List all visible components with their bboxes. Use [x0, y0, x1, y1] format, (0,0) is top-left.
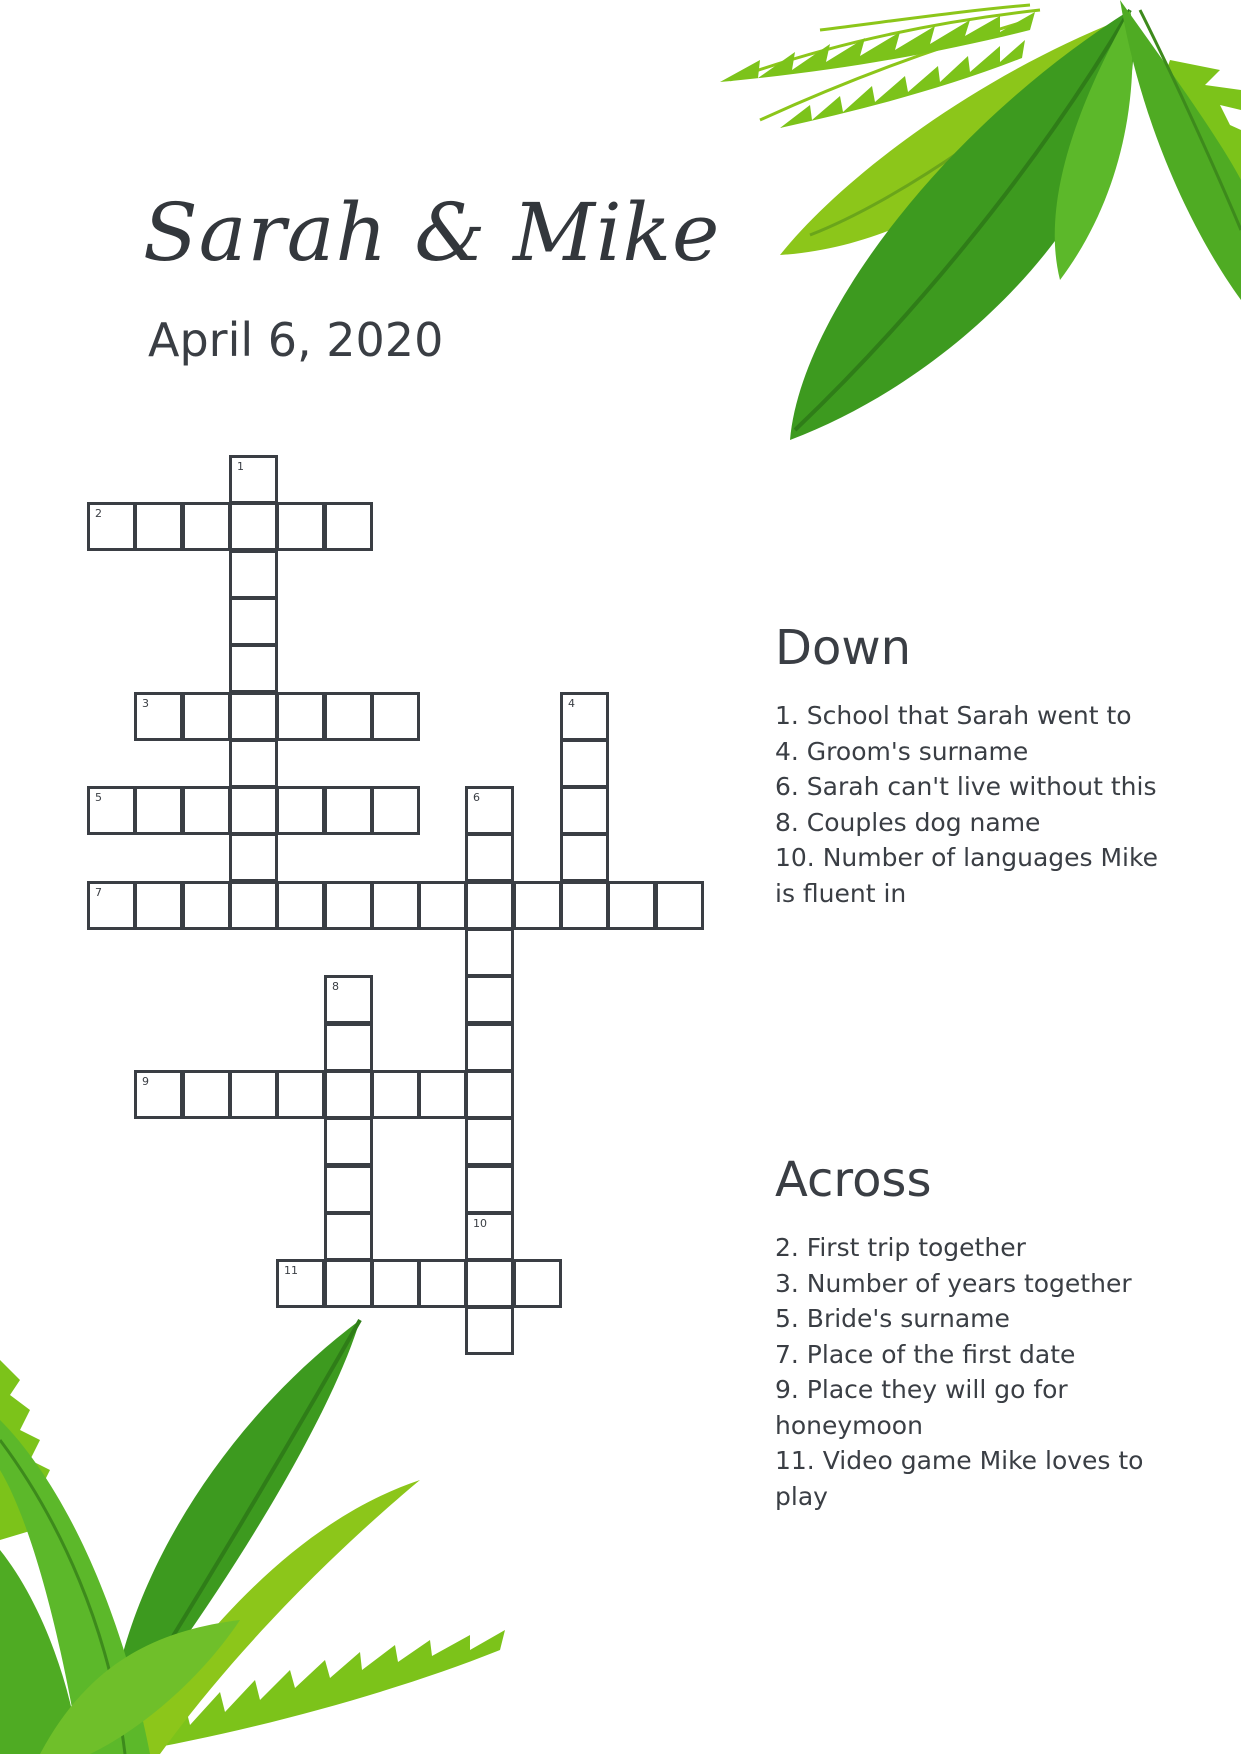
- event-date: April 6, 2020: [148, 313, 444, 367]
- crossword-cell[interactable]: [229, 833, 278, 882]
- clue-number: 5: [95, 791, 102, 804]
- crossword-cell[interactable]: [87, 786, 136, 835]
- clue-number: 7: [95, 886, 102, 899]
- crossword-cell[interactable]: [465, 1117, 514, 1166]
- across-heading: Across: [775, 1152, 932, 1208]
- clue-number: 10: [473, 1217, 487, 1230]
- crossword-cell[interactable]: [229, 502, 278, 551]
- clue-down-10: 10. Number of languages Mike is fluent in: [775, 843, 1158, 908]
- crossword-cell[interactable]: [324, 1212, 373, 1261]
- couple-names-title: Sarah & Mike: [143, 186, 721, 279]
- clue-across-3: 3. Number of years together: [775, 1268, 1132, 1298]
- crossword-cell[interactable]: [465, 1259, 514, 1308]
- clue-number: 3: [142, 697, 149, 710]
- crossword-cell[interactable]: [465, 881, 514, 930]
- crossword-cell[interactable]: [182, 881, 231, 930]
- crossword-cell[interactable]: [324, 1165, 373, 1214]
- crossword-cell[interactable]: [465, 833, 514, 882]
- crossword-cell[interactable]: [324, 1259, 373, 1308]
- across-clues-section: [775, 1152, 1175, 1514]
- crossword-cell[interactable]: [560, 692, 609, 741]
- clue-across-7: 7. Place of the first date: [775, 1339, 1076, 1369]
- across-clue-list: [775, 1230, 1175, 1514]
- crossword-cell[interactable]: [229, 692, 278, 741]
- crossword-cell[interactable]: [324, 692, 373, 741]
- crossword-cell[interactable]: [276, 1070, 325, 1119]
- down-heading: Down: [775, 620, 912, 676]
- crossword-cell[interactable]: [229, 786, 278, 835]
- crossword-cell[interactable]: [134, 1070, 183, 1119]
- crossword-cell[interactable]: [229, 455, 278, 504]
- crossword-cell[interactable]: [134, 692, 183, 741]
- crossword-cell[interactable]: [276, 1259, 325, 1308]
- crossword-cell[interactable]: [513, 1259, 562, 1308]
- clue-across-11: 11. Video game Mike loves to play: [775, 1446, 1144, 1511]
- crossword-cell[interactable]: [134, 502, 183, 551]
- crossword-cell[interactable]: [276, 881, 325, 930]
- crossword-cell[interactable]: [371, 786, 420, 835]
- clue-down-1: 1. School that Sarah went to: [775, 701, 1132, 730]
- clue-down-8: 8. Couples dog name: [775, 807, 1041, 837]
- clue-number: 8: [332, 980, 339, 993]
- crossword-cell[interactable]: [87, 502, 136, 551]
- crossword-cell[interactable]: [418, 1070, 467, 1119]
- crossword-cell[interactable]: [182, 692, 231, 741]
- crossword-cell[interactable]: [87, 881, 136, 930]
- crossword-cell[interactable]: [465, 928, 514, 977]
- down-clue-list: [775, 698, 1175, 911]
- crossword-cell[interactable]: [465, 786, 514, 835]
- crossword-cell[interactable]: [418, 881, 467, 930]
- crossword-cell[interactable]: [371, 692, 420, 741]
- crossword-cell[interactable]: [465, 1212, 514, 1261]
- crossword-cell[interactable]: [465, 1070, 514, 1119]
- crossword-cell[interactable]: [513, 881, 562, 930]
- crossword-cell[interactable]: [229, 597, 278, 646]
- crossword-cell[interactable]: [276, 692, 325, 741]
- crossword-cell[interactable]: [276, 502, 325, 551]
- crossword-cell[interactable]: [560, 833, 609, 882]
- crossword-cell[interactable]: [324, 1117, 373, 1166]
- crossword-cell[interactable]: [324, 975, 373, 1024]
- crossword-cell[interactable]: [324, 1023, 373, 1072]
- crossword-cell[interactable]: [276, 786, 325, 835]
- clue-across-2: 2. First trip together: [775, 1233, 1026, 1262]
- clue-number: 11: [284, 1264, 298, 1277]
- crossword-cell[interactable]: [418, 1259, 467, 1308]
- crossword-cell[interactable]: [465, 1023, 514, 1072]
- crossword-cell[interactable]: [465, 1306, 514, 1355]
- crossword-cell[interactable]: [324, 881, 373, 930]
- crossword-cell[interactable]: [229, 739, 278, 788]
- crossword-cell[interactable]: [324, 786, 373, 835]
- crossword-cell[interactable]: [229, 644, 278, 693]
- clue-number: 6: [473, 791, 480, 804]
- clue-number: 9: [142, 1075, 149, 1088]
- crossword-cell[interactable]: [465, 975, 514, 1024]
- crossword-cell[interactable]: [371, 1070, 420, 1119]
- crossword-cell[interactable]: [324, 502, 373, 551]
- crossword-cell[interactable]: [134, 881, 183, 930]
- clue-number: 1: [237, 460, 244, 473]
- clue-number: 2: [95, 507, 102, 520]
- crossword-cell[interactable]: [324, 1070, 373, 1119]
- clue-down-6: 6. Sarah can't live without this: [775, 772, 1157, 801]
- crossword-cell[interactable]: [560, 881, 609, 930]
- crossword-cell[interactable]: [229, 1070, 278, 1119]
- crossword-cell[interactable]: [182, 502, 231, 551]
- crossword-cell[interactable]: [371, 1259, 420, 1308]
- clue-across-9: 9. Place they will go for honeymoon: [775, 1375, 1068, 1440]
- clue-down-4: 4. Groom's surname: [775, 736, 1029, 766]
- crossword-cell[interactable]: [560, 739, 609, 788]
- crossword-cell[interactable]: [465, 1165, 514, 1214]
- crossword-cell[interactable]: [229, 550, 278, 599]
- crossword-cell[interactable]: [182, 786, 231, 835]
- clue-across-5: 5. Bride's surname: [775, 1304, 1010, 1333]
- crossword-cell[interactable]: [655, 881, 704, 930]
- crossword-cell[interactable]: [182, 1070, 231, 1119]
- crossword-cell[interactable]: [560, 786, 609, 835]
- clue-number: 4: [568, 697, 575, 710]
- crossword-cell[interactable]: [607, 881, 656, 930]
- crossword-cell[interactable]: [371, 881, 420, 930]
- crossword-cell[interactable]: [229, 881, 278, 930]
- crossword-cell[interactable]: [134, 786, 183, 835]
- down-clues-section: [775, 620, 1175, 911]
